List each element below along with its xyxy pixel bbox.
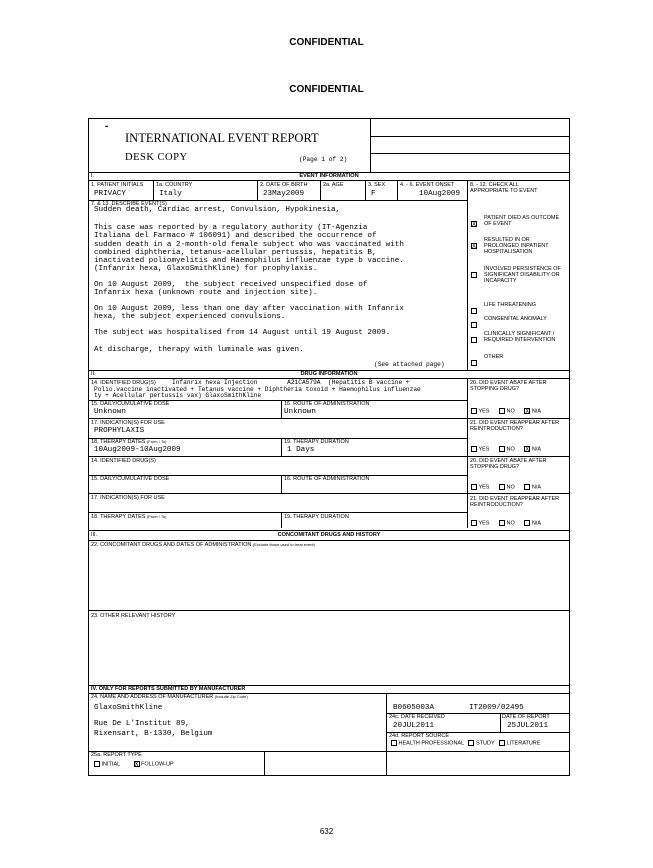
page-indicator: (Page 1 of 2): [299, 156, 348, 163]
drug1-identified-value: Infanrix hexa Injection A21CA579A (Hepatitis B vaccine + Polio.vaccine inactivated + Tetanus vaccine + Diphtheria toxoid + Haemophilus influenzae ty + Acellular pertussis vax) GlaxoSmithKline: [94, 379, 421, 399]
page-number: 632: [319, 827, 334, 836]
source-literature-checkbox[interactable]: [499, 740, 505, 746]
manufacturer-address-line1: Rue De L'Institut 89,: [94, 720, 190, 728]
drug2-abate-options: YES NO N/A: [471, 484, 541, 490]
drug2-dates-label: 18. THERAPY DATES (From / To): [91, 514, 167, 520]
outcome-other-label: OTHER: [484, 354, 504, 360]
drug2-indication-label: 17. INDICATION(S) FOR USE: [91, 495, 165, 501]
drug1-reappear-no-checkbox[interactable]: [499, 446, 505, 452]
report-source-label: 24d. REPORT SOURCE: [389, 733, 450, 739]
drug2-identified-label: 14. IDENTIFIED DRUG(S): [91, 458, 156, 464]
drug1-abate-label: 20. DID EVENT ABATE AFTER STOPPING DRUG?: [470, 380, 547, 392]
drug2-reappear-yes-checkbox[interactable]: [471, 520, 477, 526]
drug2-reappear-options: YES NO N/A: [471, 520, 541, 526]
drug2-abate-yes-checkbox[interactable]: [471, 484, 477, 490]
drug1-indication-value: PROPHYLAXIS: [94, 427, 145, 435]
manufacturer-name: GlaxoSmithKline: [94, 704, 163, 712]
drug1-abate-options: YES NO X N/A: [471, 408, 541, 414]
outcome-hospitalisation-checkbox[interactable]: X: [472, 243, 477, 250]
drug1-duration-value: 1 Days: [287, 446, 315, 454]
drug1-reappear-label: 21. DID EVENT REAPPEAR AFTER REINTRODUCTION?: [470, 420, 560, 432]
section-iv-title: IV. ONLY FOR REPORTS SUBMITTED BY MANUFACTURER: [91, 686, 246, 692]
drug2-reappear-label: 21. DID EVENT REAPPEAR AFTER REINTRODUCTION?: [470, 496, 560, 508]
drug2-duration-label: 19. THERAPY DURATION: [284, 514, 349, 520]
event-onset-label: 4. - 6. EVENT ONSET: [400, 182, 455, 188]
patient-initials-value: PRIVACY: [94, 190, 126, 198]
country-value: Italy: [159, 190, 182, 198]
sex-value: F: [371, 190, 376, 198]
outcome-died-label: PATIENT DIED AS OUTCOME OF EVENT: [484, 215, 560, 227]
outcome-died[interactable]: [471, 215, 560, 233]
outcome-hospitalisation[interactable]: [471, 237, 549, 255]
outcome-clinically-significant[interactable]: [471, 331, 556, 349]
outcome-other-checkbox[interactable]: [471, 360, 477, 366]
section-ii-title: DRUG INFORMATION: [300, 371, 358, 377]
dob-value: 23May2009: [263, 190, 305, 198]
drug1-indication-label: 17. INDICATION(S) FOR USE: [91, 420, 165, 426]
source-study-checkbox[interactable]: [468, 740, 474, 746]
outcome-congenital-label: CONGENITAL ANOMALY: [484, 316, 547, 322]
drug1-abate-na-checkbox[interactable]: X: [525, 409, 530, 415]
section-ii-number: II.: [91, 371, 96, 377]
confidential-subheader: CONFIDENTIAL: [289, 84, 364, 95]
date-of-report-value: 25JUL2011: [507, 722, 549, 730]
confidential-header: CONFIDENTIAL: [289, 37, 364, 48]
section-i-number: I.: [91, 173, 95, 179]
drug2-reappear-na-checkbox[interactable]: [524, 520, 530, 526]
drug1-dose-label: 15. DAILY/CUMULATIVE DOSE: [91, 401, 170, 407]
section-i-title: EVENT INFORMATION: [299, 173, 359, 179]
narrative-paragraph-convulsions: On 10 August 2009, less than one day after vaccination with Infanrix hexa, the subject experienced convulsions.: [94, 305, 404, 322]
report-type-label: 25a. REPORT TYPE: [91, 752, 142, 758]
date-received-value: 20JUL2011: [393, 722, 435, 730]
drug2-abate-no-checkbox[interactable]: [499, 484, 505, 490]
manufacturer-label: 24. NAME AND ADDRESS OF MANUFACTURER (Include Zip Code): [91, 694, 248, 700]
narrative-paragraph-hospital: The subject was hospitalised from 14 August until 19 August 2009.: [94, 329, 391, 337]
outcome-died-checkbox[interactable]: X: [472, 221, 477, 228]
outcome-life-threatening-label: LIFE THREATENING: [484, 302, 537, 308]
patient-initials-label: 1. PATIENT INITIALS: [91, 182, 144, 188]
check-all-label: 8. - 12. CHECK ALL APPROPRIATE TO EVENT: [470, 182, 538, 194]
dob-label: 2. DATE OF BIRTH: [260, 182, 308, 188]
manufacturer-address-line2: Rixensart, B-1330, Belgium: [94, 730, 213, 738]
country-label: 1a. COUNTRY: [156, 182, 193, 188]
drug2-abate-label: 20. DID EVENT ABATE AFTER STOPPING DRUG?: [470, 458, 547, 470]
header-dash: -: [105, 121, 109, 132]
outcome-disability[interactable]: [471, 266, 561, 284]
drug1-dose-value: Unknown: [94, 408, 126, 416]
drug1-route-label: 16. ROUTE OF ADMINISTRATION: [284, 401, 370, 407]
see-attached-note: (See attached page): [374, 361, 445, 368]
concomitant-label: 22. CONCOMITANT DRUGS AND DATES OF ADMINISTRATION (Exclude those used to treat event): [91, 542, 315, 548]
drug1-reappear-na-checkbox[interactable]: X: [525, 447, 530, 453]
drug2-dose-label: 15. DAILY/CUMULATIVE DOSE: [91, 476, 170, 482]
reference-number-2: IT2009/02495: [469, 704, 524, 712]
drug2-abate-na-checkbox[interactable]: [524, 484, 530, 490]
describe-event-label: 7. & 13. DESCRIBE EVENT(S): [91, 201, 167, 207]
drug1-abate-no-checkbox[interactable]: [499, 408, 505, 414]
other-history-label: 23. OTHER RELEVANT HISTORY: [91, 613, 176, 619]
event-onset-value: 10Aug2009: [419, 190, 461, 198]
date-of-report-label: DATE OF REPORT: [502, 714, 550, 720]
narrative-paragraph-discharge: At discharge, therapy with luminale was given.: [94, 346, 304, 354]
narrative-paragraph-report: This case was reported by a regulatory authority (IT-Agenzia Italiana del Farmaco # 106091) and described the occurrence of sudden death in a 2-month-old female subject who was vaccinated with combined diphtheria, tetanus-acellular pertussis, hepatitis B, inactivated poliomyelitis and Haemophilus influenzae type b vaccine. (Infanrix hexa, GlaxoSmithKline) for prophylaxis.: [94, 224, 404, 274]
outcome-hospitalisation-label: RESULTED IN OR PROLONGED INPATIENT HOSPITALISATION: [484, 237, 549, 255]
section-iii-number: III.: [91, 532, 98, 538]
source-health-professional-checkbox[interactable]: [391, 740, 397, 746]
form-title: INTERNATIONAL EVENT REPORT: [125, 131, 319, 145]
drug2-route-label: 16. ROUTE OF ADMINISTRATION: [284, 476, 370, 482]
report-type-options: INITIAL X FOLLOW-UP: [94, 761, 174, 767]
outcome-clinically-significant-label: CLINICALLY SIGNIFICANT / REQUIRED INTERVENTION: [484, 331, 556, 343]
drug1-route-value: Unknown: [284, 408, 316, 416]
form-subtitle: DESK COPY: [125, 152, 188, 163]
report-source-options: HEALTH PROFESSIONAL STUDY LITERATURE: [391, 740, 540, 746]
drug2-reappear-no-checkbox[interactable]: [499, 520, 505, 526]
drug1-reappear-options: YES NO X N/A: [471, 446, 541, 452]
outcome-life-threatening-checkbox[interactable]: [471, 308, 477, 314]
section-iii-title: CONCOMITANT DRUGS AND HISTORY: [277, 532, 381, 538]
reference-number-1: B0605003A: [393, 704, 435, 712]
outcome-disability-checkbox[interactable]: [471, 272, 477, 278]
narrative-line1: Sudden death, Cardiac arrest, Convulsion, Hypokinesia,: [94, 206, 341, 214]
outcome-disability-label: INVOLVED PERSISTENCE OF SIGNIFICANT DISABILITY OR INCAPACITY: [484, 266, 561, 284]
report-type-followup-checkbox[interactable]: X: [134, 762, 139, 768]
event-report-form: [88, 118, 570, 776]
drug1-abate-yes-checkbox[interactable]: [471, 408, 477, 414]
drug1-reappear-yes-checkbox[interactable]: [471, 446, 477, 452]
drug1-identified-label: 14. IDENTIFIED DRUG(S): [91, 380, 156, 386]
drug1-duration-label: 19. THERAPY DURATION: [284, 439, 349, 445]
age-label: 2a. AGE: [323, 182, 344, 188]
outcome-congenital-checkbox[interactable]: [471, 322, 477, 328]
date-received-label: 24c. DATE RECEIVED: [389, 714, 445, 720]
narrative-paragraph-dose: On 10 August 2009, the subject received unspecified dose of Infanrix hexa (unknown route and injection site).: [94, 281, 368, 298]
sex-label: 3. SEX: [368, 182, 386, 188]
drug1-dates-label: 18. THERAPY DATES (From / To): [91, 439, 167, 445]
drug1-dates-value: 10Aug2009-10Aug2009: [94, 446, 181, 454]
report-type-initial-checkbox[interactable]: [94, 761, 100, 767]
outcome-clinically-significant-checkbox[interactable]: [471, 337, 477, 343]
